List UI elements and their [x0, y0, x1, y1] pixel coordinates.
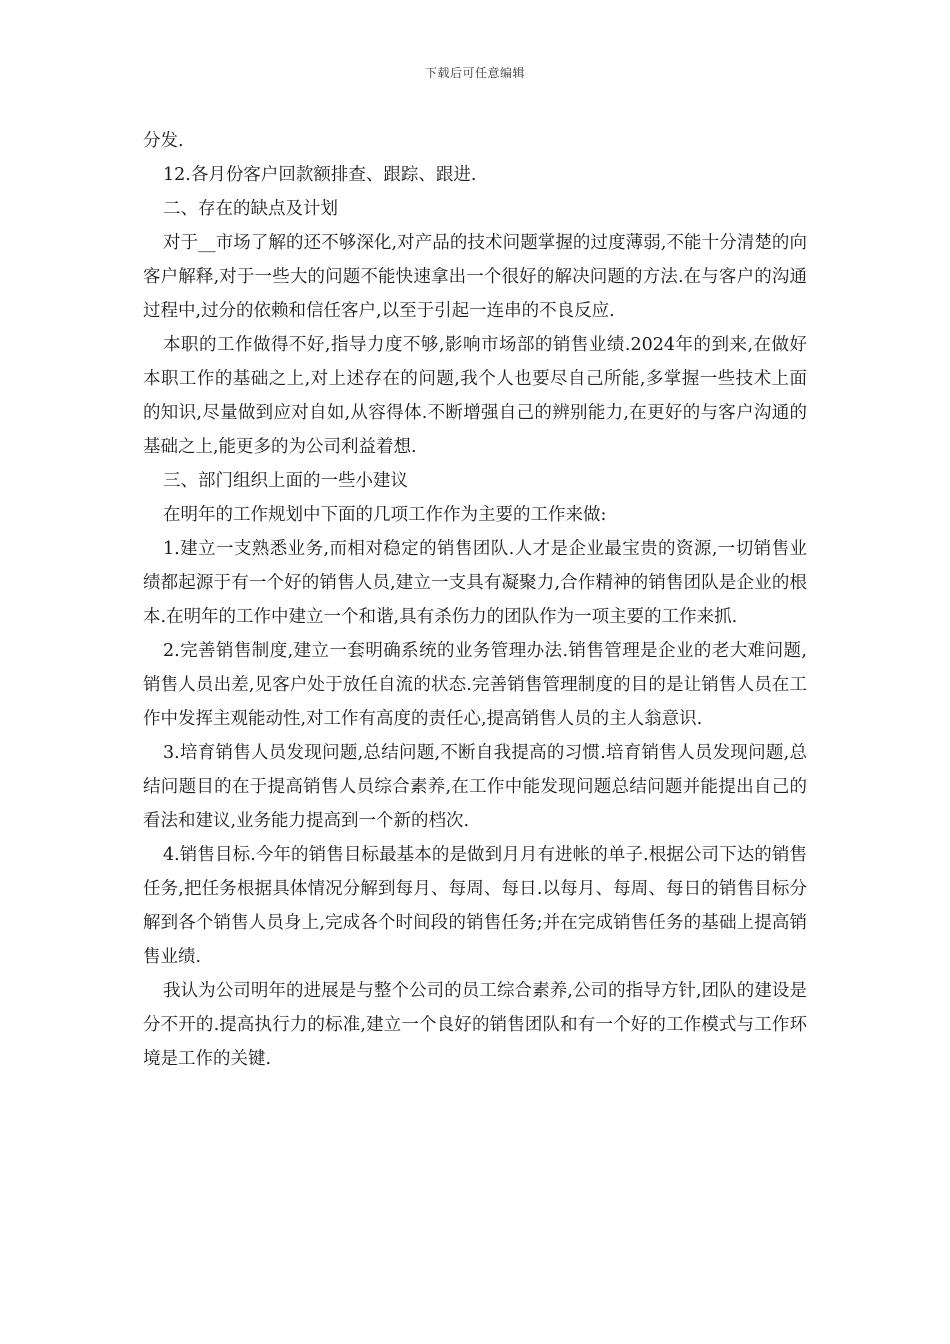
- list-item-4: 4.销售目标.今年的销售目标最基本的是做到月月有进帐的单子.根据公司下达的销售任务,把任务根据具体情况分解到每月、每周、每日.以每月、每周、每日的销售目标分解到各个销售人员身上,完成各个时间段的销售任务;并在完成销售任务的基础上提高销售业绩.: [143, 845, 807, 967]
- paragraph-12: 我认为公司明年的进展是与整个公司的员工综合素养,公司的指导方针,团队的建设是分不开的.提高执行力的标准,建立一个良好的销售团队和有一个好的工作模式与工作环境是工作的关键.: [143, 981, 807, 1069]
- list-item-3: 3.培育销售人员发现问题,总结问题,不断自我提高的习惯.培育销售人员发现问题,总结问题目的在于提高销售人员综合素养,在工作中能发现问题总结问题并能提出自己的看法和建议,业务能力提高到一个新的档次.: [143, 743, 807, 831]
- paragraph-4: 对于__市场了解的还不够深化,对产品的技术问题掌握的过度薄弱,不能十分清楚的向客户解释,对于一些大的问题不能快速拿出一个很好的解决问题的方法.在与客户的沟通过程中,过分的依赖和信任客户,以至于引起一连串的不良反应.: [143, 233, 807, 321]
- paragraph-1: 分发.: [143, 131, 184, 151]
- paragraph-2: 12.各月份客户回款额排查、跟踪、跟进.: [163, 165, 477, 185]
- list-item-2: 2.完善销售制度,建立一套明确系统的业务管理办法.销售管理是企业的老大难问题,销售人员出差,见客户处于放任自流的状态.完善销售管理制度的目的是让销售人员在工作中发挥主观能动性,对工作有高度的责任心,提高销售人员的主人翁意识.: [143, 641, 807, 729]
- section-heading-3: 三、部门组织上面的一些小建议: [163, 471, 408, 491]
- page-header: 下载后可任意编辑: [424, 66, 525, 80]
- section-heading-2: 二、存在的缺点及计划: [163, 199, 338, 219]
- list-item-1: 1.建立一支熟悉业务,而相对稳定的销售团队.人才是企业最宝贵的资源,一切销售业绩都起源于有一个好的销售人员,建立一支具有凝聚力,合作精神的销售团队是企业的根本.在明年的工作中建立一个和谐,具有杀伤力的团队作为一项主要的工作来抓.: [143, 539, 807, 627]
- paragraph-5: 本职的工作做得不好,指导力度不够,影响市场部的销售业绩.2024年的到来,在做好本职工作的基础之上,对上述存在的问题,我个人也要尽自己所能,多掌握一些技术上面的知识,尽量做到应对自如,从容得体.不断增强自己的辨别能力,在更好的与客户沟通的基础之上,能更多的为公司利益着想.: [143, 335, 807, 457]
- document-body: [143, 124, 807, 1076]
- paragraph-7: 在明年的工作规划中下面的几项工作作为主要的工作来做:: [163, 505, 607, 525]
